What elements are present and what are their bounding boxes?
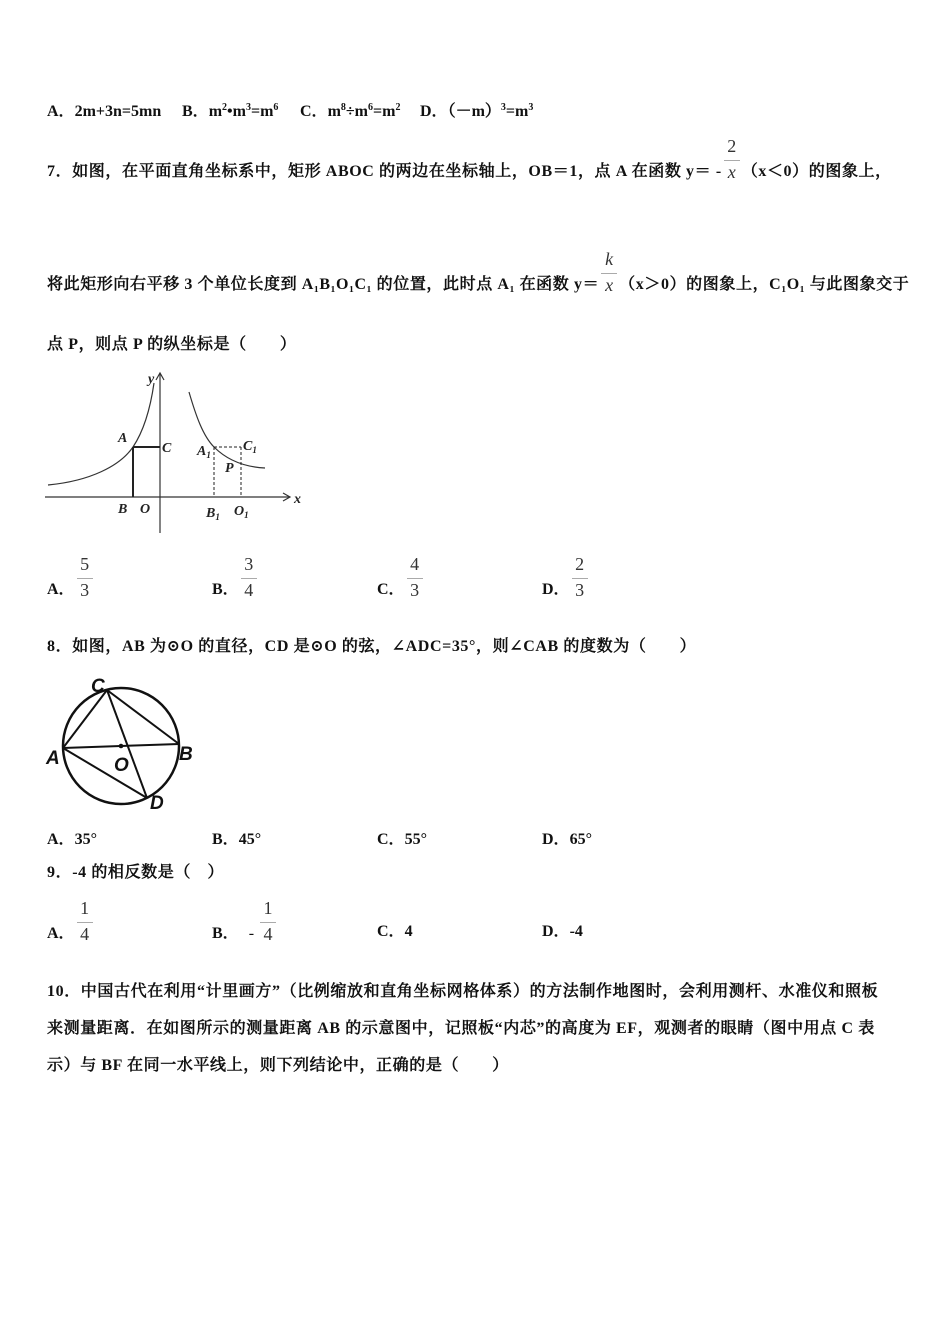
label-p: P — [225, 461, 234, 476]
q6-option-a — [47, 102, 161, 122]
label-a1 — [196, 444, 211, 460]
option-text: 55° — [404, 831, 427, 848]
fraction-bar — [572, 578, 588, 579]
numerator: 1 — [263, 898, 273, 918]
q7-figure — [40, 366, 310, 541]
label-o: O — [114, 755, 129, 776]
question-number: 7． — [47, 163, 73, 180]
q9-option-b — [212, 898, 278, 944]
option-label: D． — [542, 831, 570, 848]
numerator: 2 — [575, 554, 585, 574]
label-b: B — [118, 502, 128, 517]
expr-part: =m — [250, 103, 274, 120]
option-label: D． — [542, 581, 570, 598]
option-fraction — [405, 554, 425, 600]
q9-option-c — [377, 922, 413, 942]
label-a: A — [46, 748, 60, 769]
q10-line-1: 10．中国古代在利用“计里画方”（比例缩放和直角坐标网格体系）的方法制作地图时，会利用测杆、水准仪和照板 — [47, 983, 879, 1000]
label-d: D — [150, 793, 164, 814]
q7-option-d — [542, 554, 590, 600]
option-text: 35° — [74, 831, 97, 848]
q10-line-3: 示）与 BF 在同一水平线上，则下列结论中，正确的是（ ） — [47, 1057, 509, 1074]
q9-option-a — [47, 898, 95, 944]
exponent: 2 — [222, 102, 228, 113]
label-main: C — [243, 439, 253, 454]
center-point-o — [119, 744, 124, 749]
option-label: A． — [47, 103, 75, 120]
q7-option-b — [212, 554, 259, 600]
fraction-bar — [407, 578, 423, 579]
q7-option-a — [47, 554, 95, 600]
expr-part: m — [208, 103, 223, 120]
denominator: x — [605, 275, 614, 295]
minus-sign: - — [248, 925, 255, 942]
fraction-bar — [601, 273, 617, 274]
q9-options — [0, 898, 950, 944]
label-x: x — [294, 492, 301, 507]
q6-option-b — [182, 102, 278, 122]
q8-option-a — [47, 830, 97, 850]
option-fraction — [570, 554, 590, 600]
numerator: k — [605, 249, 614, 269]
fraction-bar — [724, 160, 740, 161]
chord-ad — [63, 748, 147, 798]
numerator: 3 — [244, 554, 254, 574]
exponent: 3 — [245, 102, 251, 113]
denominator: 4 — [244, 580, 254, 600]
exponent: 2 — [395, 102, 401, 113]
label-a: A — [118, 431, 128, 446]
q6-option-c — [300, 102, 400, 122]
fraction-k-over-x — [599, 249, 619, 295]
label-subscript: 1 — [215, 512, 220, 522]
label-main: O — [234, 504, 245, 519]
label-o: O — [140, 502, 151, 517]
exponent: 3 — [528, 102, 534, 113]
q7-line-2 — [47, 249, 910, 295]
q7-option-c — [377, 554, 425, 600]
label-c: C — [91, 676, 105, 697]
q7-text-1b: （x＜0）的图象上， — [741, 163, 892, 180]
option-label: B． — [212, 581, 239, 598]
q8-option-c — [377, 830, 427, 850]
q8-options — [0, 830, 950, 850]
denominator: x — [727, 162, 736, 182]
numerator: 2 — [727, 136, 737, 156]
denominator: 4 — [80, 924, 90, 944]
q10-line-2: 来测量距离．在如图所示的测量距离 AB 的示意图中，记照板“内芯”的高度为 EF，观测者的眼睛（图中用点 C 表 — [47, 1020, 875, 1037]
q8-figure — [40, 670, 205, 815]
label-main: B — [206, 506, 216, 521]
fraction-bar — [260, 922, 276, 923]
denominator: 3 — [80, 580, 90, 600]
exponent: 6 — [273, 102, 279, 113]
option-label: B． — [212, 831, 239, 848]
q7-text-1a: 如图，在平面直角坐标系中，矩形 ABOC 的两边在坐标轴上，OB＝1，点 A 在函数 y＝ - — [72, 163, 722, 180]
q9-option-d — [542, 922, 583, 942]
label-c: C — [162, 441, 172, 456]
q6-option-d — [420, 102, 533, 122]
denominator: 4 — [263, 924, 273, 944]
option-text: -4 — [569, 923, 583, 940]
q8-option-d — [542, 830, 592, 850]
fraction-bar — [77, 578, 93, 579]
label-b: B — [179, 744, 193, 765]
numerator: 4 — [410, 554, 420, 574]
q7-options — [0, 554, 950, 600]
left-hyperbola — [48, 383, 154, 485]
option-text: 4 — [404, 923, 413, 940]
q7-text-2b: （x＞0）的图象上，C₁O₁ 与此图象交于 — [619, 276, 910, 293]
numerator: 5 — [80, 554, 90, 574]
q8-option-b — [212, 830, 261, 850]
label-c1 — [243, 439, 257, 455]
option-label: C． — [300, 103, 328, 120]
option-label: A． — [47, 581, 75, 598]
option-text: 45° — [238, 831, 262, 848]
option-fraction — [258, 898, 278, 944]
q7-line-3: 点 P，则点 P 的纵坐标是（ ） — [47, 336, 297, 353]
q9-question: 9．-4 的相反数是（ ） — [47, 864, 225, 881]
exponent: 8 — [340, 102, 346, 113]
label-y: y — [148, 372, 155, 387]
q7-line-1 — [47, 136, 892, 182]
option-label: A． — [47, 925, 75, 942]
fraction-2-over-x — [722, 136, 742, 182]
expr-part: =m — [505, 103, 529, 120]
option-label: A． — [47, 831, 75, 848]
numerator: 1 — [80, 898, 90, 918]
option-label: C． — [377, 831, 405, 848]
label-main: A — [197, 444, 207, 459]
option-text: 2m+3n=5mn — [74, 103, 162, 120]
q7-text-2a: 将此矩形向右平移 3 个单位长度到 A₁B₁O₁C₁ 的位置，此时点 A₁ 在函数 y＝ — [47, 276, 600, 293]
option-label: B． — [212, 925, 239, 942]
expr-part: m — [327, 103, 341, 120]
option-fraction — [75, 898, 95, 944]
label-subscript: 1 — [252, 445, 257, 455]
label-o1 — [234, 504, 249, 520]
expr-part: •m — [227, 103, 246, 120]
option-label: B． — [182, 103, 209, 120]
fraction-bar — [241, 578, 257, 579]
option-fraction — [75, 554, 95, 600]
q8-question: 8．如图，AB 为⊙O 的直径，CD 是⊙O 的弦，∠ADC=35°，则∠CAB 的度数为（ ） — [47, 638, 697, 655]
label-subscript: 1 — [244, 510, 249, 520]
option-label: C． — [377, 923, 405, 940]
expr-part: （－m） — [447, 103, 501, 120]
expr-part: ÷m — [345, 103, 368, 120]
option-fraction — [239, 554, 259, 600]
exponent: 6 — [368, 102, 373, 113]
option-label: C． — [377, 581, 405, 598]
option-text: 65° — [569, 831, 592, 848]
label-subscript: 1 — [206, 450, 211, 460]
denominator: 3 — [575, 580, 585, 600]
fraction-bar — [77, 922, 93, 923]
q6-options — [0, 102, 950, 122]
option-label: D． — [542, 923, 570, 940]
label-b1 — [205, 506, 220, 522]
exponent: 3 — [500, 102, 506, 113]
option-label: D． — [420, 103, 448, 120]
expr-part: =m — [373, 103, 396, 120]
denominator: 3 — [410, 580, 420, 600]
